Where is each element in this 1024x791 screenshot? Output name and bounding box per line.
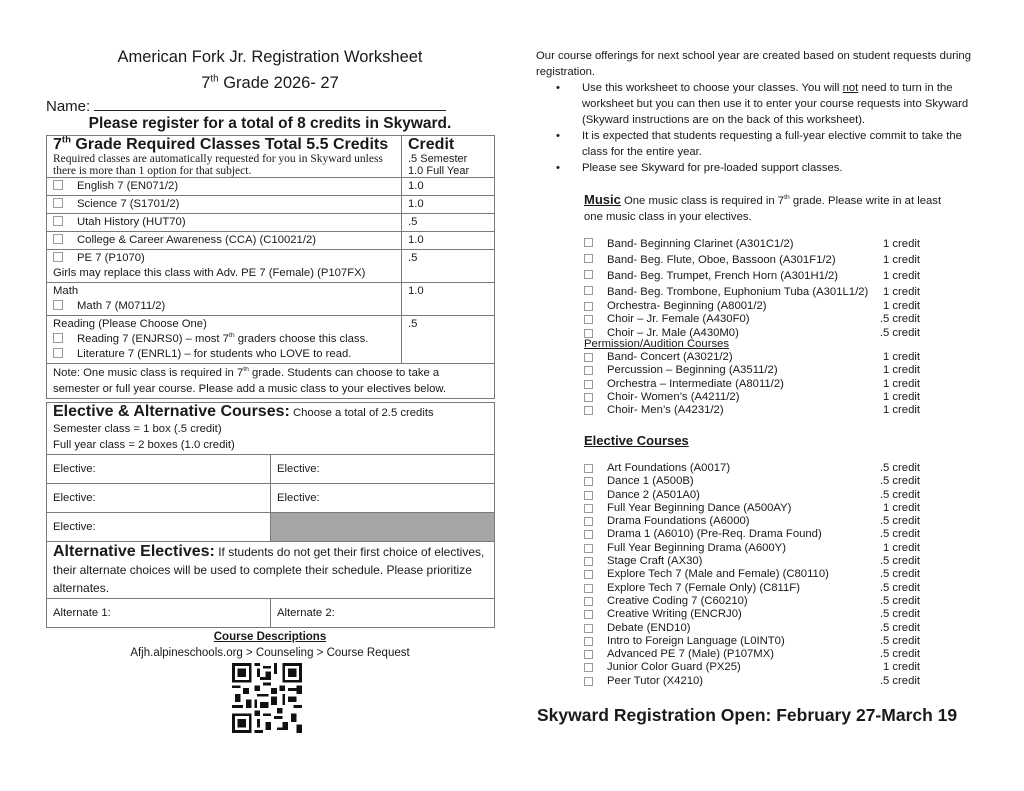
elective-header-row xyxy=(47,403,495,455)
table-row xyxy=(47,232,495,250)
music-sup: th xyxy=(784,194,790,202)
checkbox-icon[interactable] xyxy=(584,406,593,415)
list-item xyxy=(584,622,920,635)
grade-suffix: Grade 2026- 27 xyxy=(218,74,339,92)
course-credit: .5 credit xyxy=(879,621,920,634)
course-descriptions-link[interactable]: Course Descriptions xyxy=(213,631,327,643)
checkbox-icon[interactable] xyxy=(584,393,593,402)
instructions-list xyxy=(556,80,976,176)
checkbox-icon[interactable] xyxy=(584,254,593,263)
course-name: Choir- Men’s (A4231/2) xyxy=(607,404,724,417)
list-item xyxy=(584,528,920,541)
list-item xyxy=(584,236,920,252)
credit-header: Credit xyxy=(408,136,455,153)
list-item xyxy=(584,313,920,326)
music-note-row xyxy=(47,364,495,399)
list-item xyxy=(584,568,920,581)
registration-open-banner: Skyward Registration Open: February 27-March 19 xyxy=(537,705,958,725)
list-item xyxy=(584,284,920,300)
note-suffix: grade. Students can choose to take a semester or full year course. Please add a music class to your electives below. xyxy=(53,367,447,395)
instruction-item: • Please see Skyward for pre-loaded support classes. xyxy=(556,160,976,176)
reading-row xyxy=(47,316,495,364)
course-name: Peer Tutor (X4210) xyxy=(607,674,704,687)
instruction-item xyxy=(556,80,976,128)
elective-courses-heading: Elective Courses xyxy=(584,433,689,448)
list-item xyxy=(584,404,920,417)
required-header-row xyxy=(47,136,495,178)
elective-field[interactable]: Elective: xyxy=(47,455,271,484)
credit-value: .5 xyxy=(402,316,495,364)
course-name: Dance 2 (A501A0) xyxy=(607,488,700,501)
course-name: Explore Tech 7 (Male and Female) (C80110) xyxy=(607,568,829,581)
course-name: Choir – Jr. Male (A430M0) xyxy=(607,326,739,339)
elective-field[interactable]: Elective: xyxy=(271,484,495,513)
list-item xyxy=(584,502,920,515)
checkbox-icon[interactable] xyxy=(584,544,593,553)
course-credit: 1 credit xyxy=(882,390,920,403)
reading-sup: th xyxy=(228,332,235,340)
list-item xyxy=(584,252,920,268)
course-label: College & Career Awareness (CCA) (C10021/2) xyxy=(77,234,317,246)
course-name: Choir – Jr. Female (A430F0) xyxy=(607,313,750,326)
list-item xyxy=(584,661,920,674)
checkbox-icon[interactable] xyxy=(584,610,593,619)
header-sup: th xyxy=(61,134,71,146)
course-name: Intro to Foreign Language (L0INT0) xyxy=(607,634,785,647)
alternative-heading: Alternative Electives: xyxy=(53,543,215,560)
checkbox-icon[interactable] xyxy=(53,216,63,226)
course-name: Percussion – Beginning (A3511/2) xyxy=(607,364,778,377)
checkbox-icon[interactable] xyxy=(53,234,63,244)
checkbox-icon[interactable] xyxy=(584,286,593,295)
course-credit: .5 credit xyxy=(879,568,920,581)
course-name: Drama 1 (A6010) (Pre-Req. Drama Found) xyxy=(607,528,822,541)
name-label: Name: xyxy=(46,98,91,115)
reading-option-1-suffix: graders choose this class. xyxy=(234,333,369,345)
name-blank-line[interactable] xyxy=(94,96,446,111)
list-item xyxy=(584,391,920,404)
course-request-path: Afjh.alpineschools.org > Counseling > Course Request xyxy=(130,647,410,659)
course-name: Creative Coding 7 (C60210) xyxy=(607,594,748,607)
credit-value: 1.0 xyxy=(402,178,495,196)
elective-row xyxy=(47,513,495,542)
checkbox-icon[interactable] xyxy=(584,366,593,375)
list-item xyxy=(584,635,920,648)
reading-cell xyxy=(47,316,402,364)
checkbox-icon[interactable] xyxy=(584,270,593,279)
checkbox-icon[interactable] xyxy=(584,637,593,646)
course-credit: .5 credit xyxy=(879,594,920,607)
list-item xyxy=(584,268,920,284)
music-note xyxy=(47,364,495,399)
elective-course-list xyxy=(584,462,920,688)
course-credit: .5 credit xyxy=(879,515,920,528)
course-credit: 1 credit xyxy=(882,270,920,282)
required-classes-table xyxy=(46,135,495,399)
course-credit: 1 credit xyxy=(882,377,920,390)
grade-number: 7 xyxy=(201,74,211,92)
checkbox-icon[interactable] xyxy=(584,477,593,486)
math-row xyxy=(47,283,495,316)
elective-header-cell xyxy=(47,403,495,455)
course-name: Band- Beg. Trombone, Euphonium Tuba (A301L1/2) xyxy=(607,286,869,298)
course-name: Full Year Beginning Dance (A500AY) xyxy=(607,501,792,514)
alternate-2-field[interactable]: Alternate 2: xyxy=(271,599,495,628)
checkbox-icon[interactable] xyxy=(584,570,593,579)
elective-table xyxy=(46,402,495,628)
elective-heading-note: Choose a total of 2.5 credits xyxy=(289,407,434,419)
reading-option-1: Reading 7 (ENJRS0) – most 7 xyxy=(77,333,229,345)
alternative-header-row xyxy=(47,542,495,599)
course-name: Drama Foundations (A6000) xyxy=(607,515,750,528)
course-credit: 1 credit xyxy=(882,254,920,266)
credit-value: 1.0 xyxy=(402,232,495,250)
checkbox-icon[interactable] xyxy=(53,198,63,208)
note-sup: th xyxy=(243,366,249,374)
checkbox-icon[interactable] xyxy=(584,491,593,500)
required-header-cell xyxy=(47,136,402,178)
disabled-cell xyxy=(271,513,495,542)
course-credit: 1 credit xyxy=(882,351,920,363)
checkbox-icon[interactable] xyxy=(584,624,593,633)
instruction-item: • It is expected that students requesting a full-year elective commit to take the class for the entire year. xyxy=(556,128,976,160)
register-credits-note: Please register for a total of 8 credits in Skyward. xyxy=(88,115,452,132)
course-label: English 7 (EN071/2) xyxy=(77,180,179,192)
table-row xyxy=(47,214,495,232)
elective-field[interactable]: Elective: xyxy=(47,513,271,542)
checkbox-icon[interactable] xyxy=(53,348,63,358)
checkbox-icon[interactable] xyxy=(53,333,63,343)
list-item xyxy=(584,351,920,364)
course-name: Band- Concert (A3021/2) xyxy=(607,351,733,363)
music-section-header xyxy=(584,192,944,225)
course-credit: 1 credit xyxy=(882,238,920,250)
music-desc: One music class is required in 7 xyxy=(620,195,785,207)
credit-value: 1.0 xyxy=(402,196,495,214)
course-credit: .5 credit xyxy=(879,528,920,541)
course-credit: .5 credit xyxy=(879,555,920,568)
math-cell xyxy=(47,283,402,316)
checkbox-icon[interactable] xyxy=(584,380,593,389)
checkbox-icon[interactable] xyxy=(584,302,593,311)
credit-value: .5 xyxy=(402,214,495,232)
checkbox-icon[interactable] xyxy=(53,300,63,310)
credit-header-cell xyxy=(402,136,495,178)
course-credit: 1 credit xyxy=(882,541,920,554)
grade-sup: th xyxy=(210,73,219,85)
worksheet-title: American Fork Jr. Registration Worksheet xyxy=(117,48,423,66)
checkbox-icon[interactable] xyxy=(584,353,593,362)
course-name: Full Year Beginning Drama (A600Y) xyxy=(607,541,786,554)
list-item xyxy=(584,608,920,621)
course-credit: .5 credit xyxy=(879,581,920,594)
course-cell xyxy=(47,178,402,196)
math-heading: Math xyxy=(53,285,79,297)
course-credit: 1 credit xyxy=(882,286,920,298)
intro-paragraph: Our course offerings for next school year are created based on student requests during registration. xyxy=(536,50,971,78)
course-cell xyxy=(47,232,402,250)
permission-audition-label: Permission/Audition Courses xyxy=(584,338,730,350)
course-cell xyxy=(47,196,402,214)
credit-value: 1.0 xyxy=(402,283,495,316)
course-credit: 1 credit xyxy=(882,661,920,674)
checkbox-icon[interactable] xyxy=(584,650,593,659)
checkbox-icon[interactable] xyxy=(584,329,593,338)
alternate-row xyxy=(47,599,495,628)
list-item xyxy=(584,555,920,568)
credit-semester-note: .5 Semester xyxy=(408,153,468,165)
course-name: Stage Craft (AX30) xyxy=(607,555,703,568)
checkbox-icon[interactable] xyxy=(53,180,63,190)
header-suffix: Grade Required Classes Total 5.5 Credits xyxy=(70,136,389,153)
elective-row xyxy=(47,455,495,484)
credit-full-year-note: 1.0 Full Year xyxy=(408,165,470,177)
checkbox-icon[interactable] xyxy=(584,517,593,526)
course-label: Science 7 (S1701/2) xyxy=(77,198,180,210)
list-item xyxy=(584,675,920,688)
checkbox-icon[interactable] xyxy=(584,557,593,566)
music-desc-suffix: grade. Please write in at least one music class in your electives. xyxy=(584,195,942,223)
list-item xyxy=(584,595,920,608)
course-credit: .5 credit xyxy=(879,608,920,621)
course-name: Orchestra- Beginning (A8001/2) xyxy=(607,300,767,312)
course-credit: .5 credit xyxy=(879,674,920,687)
list-item xyxy=(584,378,920,391)
course-credit: 1 credit xyxy=(882,404,920,417)
alternate-1-field[interactable]: Alternate 1: xyxy=(47,599,271,628)
table-row xyxy=(47,178,495,196)
course-credit: 1 credit xyxy=(882,300,920,312)
table-row xyxy=(47,196,495,214)
music-course-list xyxy=(584,236,920,340)
elective-field[interactable]: Elective: xyxy=(271,455,495,484)
course-credit: .5 credit xyxy=(879,475,920,488)
elective-heading: Elective & Alternative Courses: xyxy=(53,403,290,420)
course-name: Creative Writing (ENCRJ0) xyxy=(607,608,742,621)
elective-row xyxy=(47,484,495,513)
list-item xyxy=(584,515,920,528)
list-item xyxy=(584,364,920,377)
alternative-note: If students do not get their first choice of electives, their alternate choices will be used to complete their schedule. Please prioritize alternates. xyxy=(53,545,485,595)
note-prefix: Note: One music class is required in 7 xyxy=(53,367,244,379)
checkbox-icon[interactable] xyxy=(584,530,593,539)
course-cell xyxy=(47,214,402,232)
instruction-text: need to turn in the worksheet but you can then use it to enter your course requests into Skyward (Skyward instructions are on the back of this worksheet). xyxy=(582,82,969,126)
course-credit: .5 credit xyxy=(879,648,920,661)
full-year-rule: Full year class = 2 boxes (1.0 credit) xyxy=(53,439,235,451)
course-name: Junior Color Guard (PX25) xyxy=(607,661,741,674)
music-heading: Music xyxy=(584,192,621,207)
course-credit: .5 credit xyxy=(879,326,920,339)
list-item xyxy=(584,648,920,661)
checkbox-icon[interactable] xyxy=(584,597,593,606)
course-name: Art Foundations (A0017) xyxy=(607,462,731,474)
checkbox-icon[interactable] xyxy=(584,584,593,593)
qr-code-icon xyxy=(232,663,302,733)
grade-year-heading xyxy=(46,74,494,93)
course-name: Advanced PE 7 (Male) (P107MX) xyxy=(607,648,775,661)
course-cell xyxy=(47,250,402,283)
elective-field[interactable]: Elective: xyxy=(47,484,271,513)
course-label: Utah History (HUT70) xyxy=(77,216,186,228)
name-field[interactable] xyxy=(46,96,446,115)
permission-course-list xyxy=(584,351,920,417)
required-header-subtitle: Required classes are automatically requested for you in Skyward unless there is more than 1 option for that subject. xyxy=(53,153,383,177)
table-row xyxy=(47,250,495,283)
required-header-title xyxy=(53,136,395,153)
pe-replace-note: Girls may replace this class with Adv. PE 7 (Female) (P107FX) xyxy=(53,267,366,279)
list-item xyxy=(584,475,920,488)
course-name: Choir- Women’s (A4211/2) xyxy=(607,390,740,403)
semester-rule: Semester class = 1 box (.5 credit) xyxy=(53,423,222,435)
checkbox-icon[interactable] xyxy=(53,252,63,262)
checkbox-icon[interactable] xyxy=(584,238,593,247)
course-credit: .5 credit xyxy=(879,313,920,326)
list-item xyxy=(584,582,920,595)
reading-option-2: Literature 7 (ENRL1) – for students who LOVE to read. xyxy=(77,348,352,360)
math-option: Math 7 (M0711/2) xyxy=(77,300,166,312)
header-grade: 7 xyxy=(53,136,62,153)
list-item xyxy=(584,542,920,555)
instruction-text: Use this worksheet to choose your classes. You will xyxy=(582,82,843,94)
list-item xyxy=(584,489,920,502)
course-name: Debate (END10) xyxy=(607,621,691,634)
alternative-header-cell xyxy=(47,542,495,599)
checkbox-icon[interactable] xyxy=(584,464,593,473)
checkbox-icon[interactable] xyxy=(584,504,593,513)
course-label: PE 7 (P1070) xyxy=(77,252,145,264)
reading-heading: Reading (Please Choose One) xyxy=(53,318,207,330)
list-item xyxy=(584,462,920,475)
checkbox-icon[interactable] xyxy=(584,315,593,324)
course-credit: 1 credit xyxy=(882,364,920,377)
course-name: Band- Beginning Clarinet (A301C1/2) xyxy=(607,238,794,250)
course-name: Band- Beg. Trumpet, French Horn (A301H1/2) xyxy=(607,270,839,282)
checkbox-icon[interactable] xyxy=(584,663,593,672)
instruction-emphasis: not xyxy=(842,82,859,94)
course-credit: .5 credit xyxy=(879,634,920,647)
course-name: Orchestra – Intermediate (A8011/2) xyxy=(607,377,784,390)
course-name: Band- Beg. Flute, Oboe, Bassoon (A301F1/2) xyxy=(607,254,836,266)
credit-value: .5 xyxy=(402,250,495,283)
course-credit: .5 credit xyxy=(879,462,920,474)
course-name: Dance 1 (A500B) xyxy=(607,475,694,488)
checkbox-icon[interactable] xyxy=(584,677,593,686)
course-name: Explore Tech 7 (Female Only) (C811F) xyxy=(607,581,800,594)
list-item xyxy=(584,300,920,313)
course-credit: .5 credit xyxy=(879,488,920,501)
course-credit: 1 credit xyxy=(882,501,920,514)
